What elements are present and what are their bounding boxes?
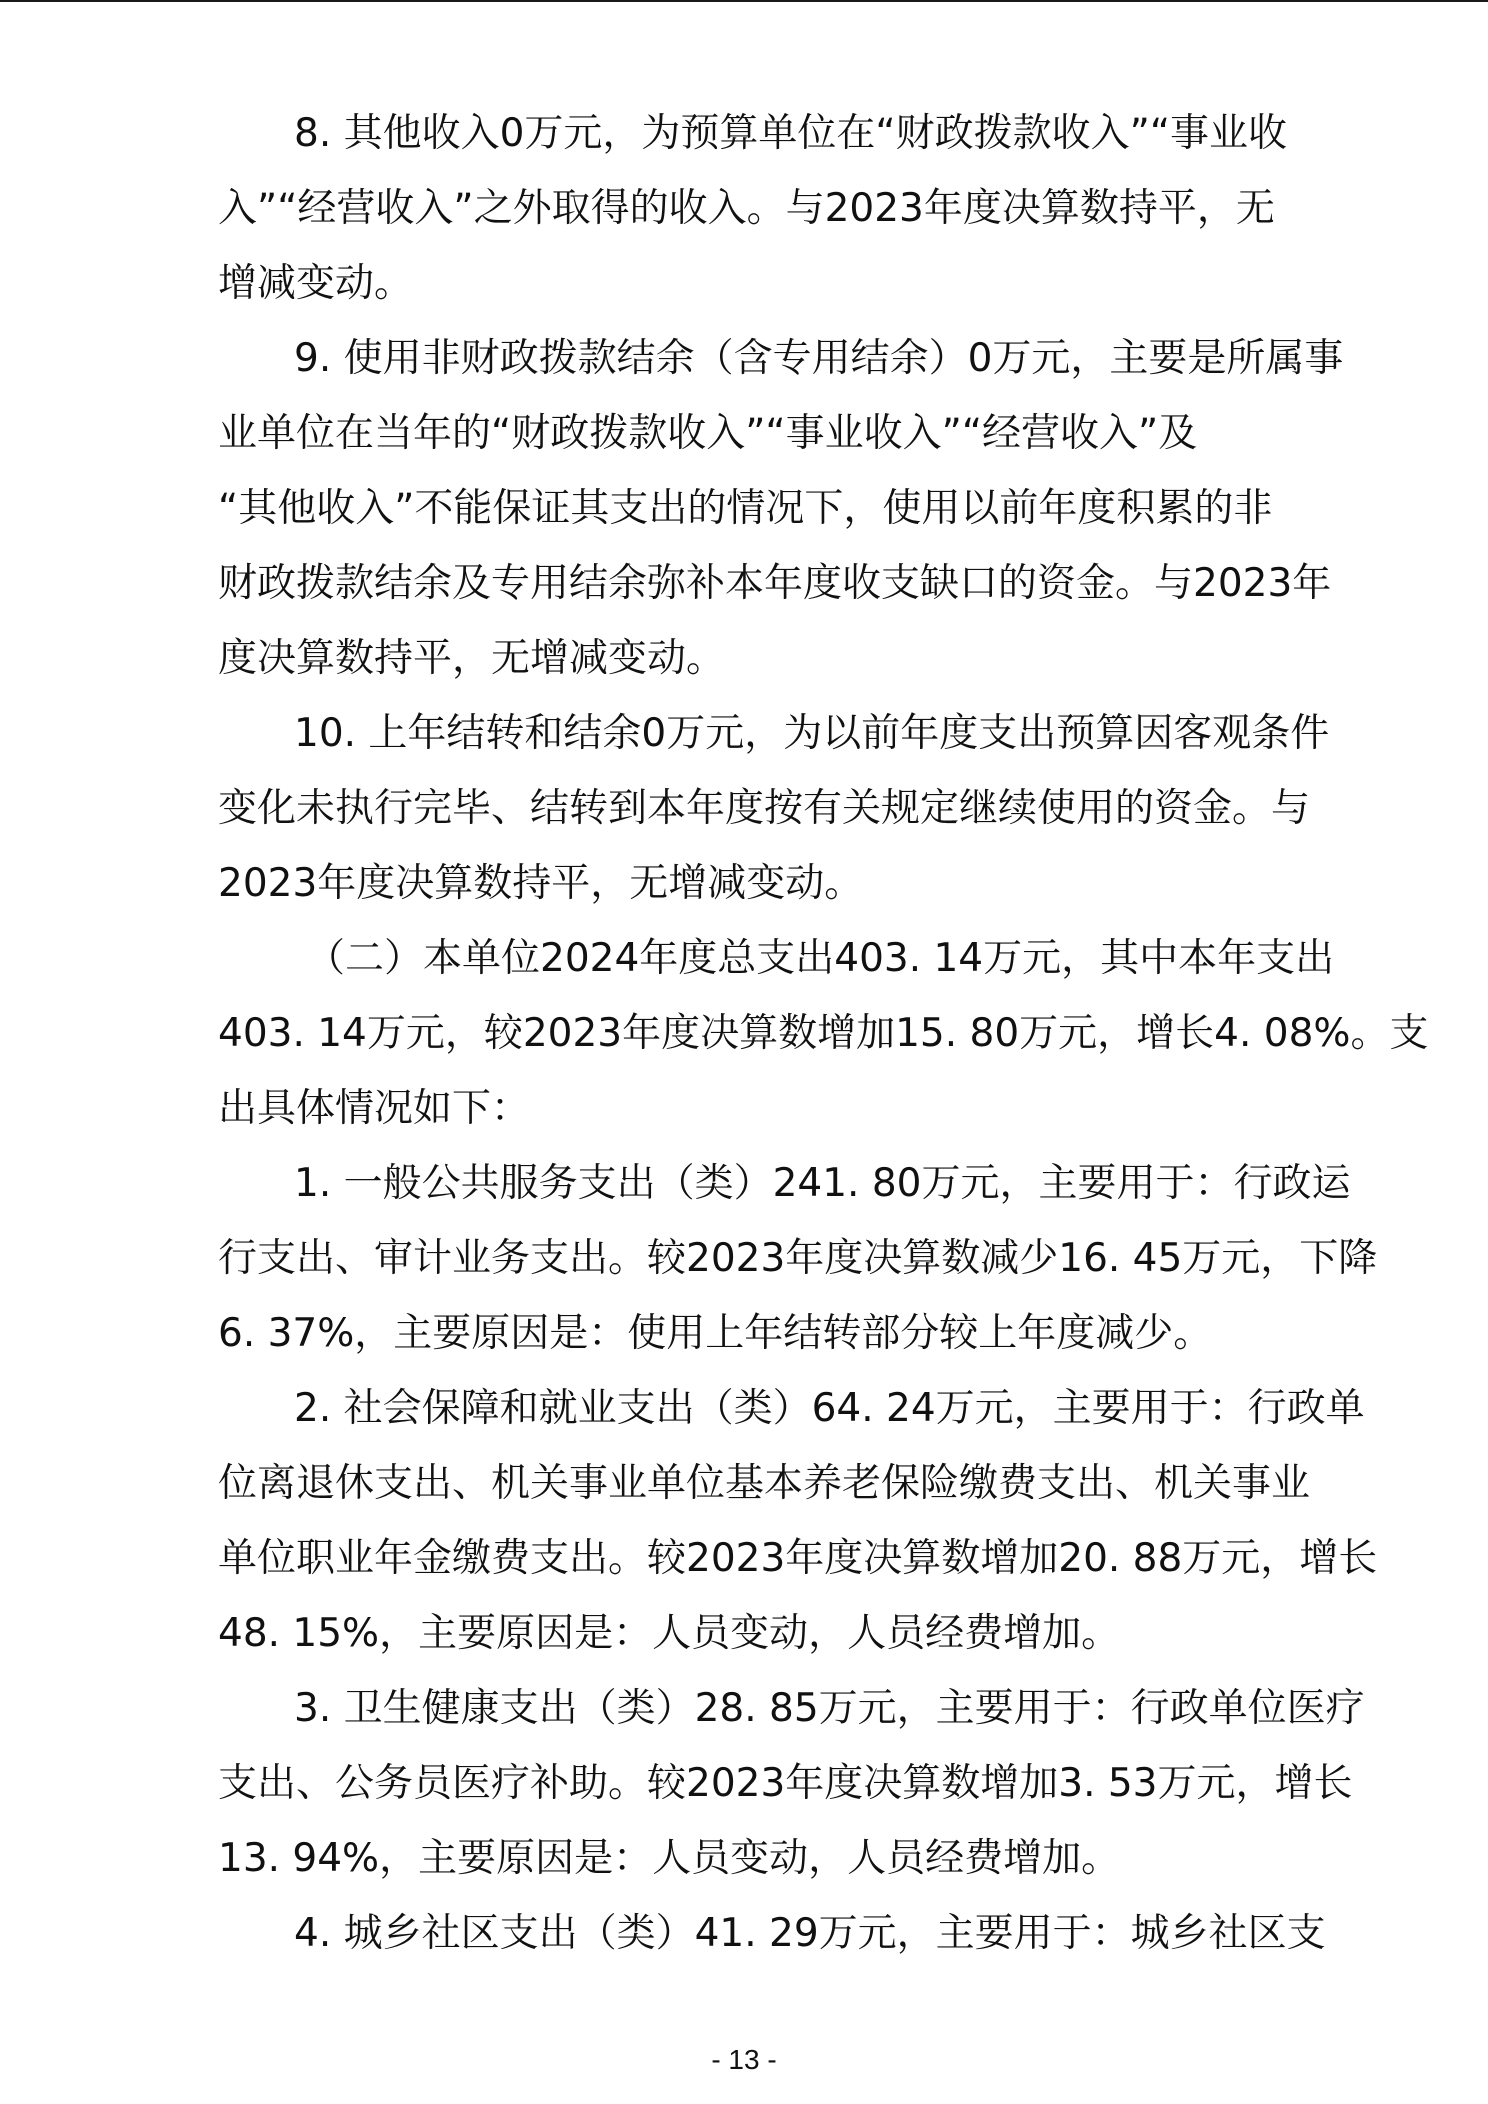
paragraph-line: 8. 其他收入0万元，为预算单位在“财政拨款收入”“事业收	[294, 111, 1288, 156]
paragraph-line: 9. 使用非财政拨款结余（含专用结余）0万元，主要是所属事	[294, 336, 1344, 381]
paragraph-line: 48. 15%，主要原因是：人员变动，人员经费增加。	[218, 1611, 1121, 1656]
paragraph-line: “其他收入”不能保证其支出的情况下，使用以前年度积累的非	[218, 486, 1273, 531]
paragraph-line: 度决算数持平，无增减变动。	[218, 636, 726, 681]
paragraph-line: 13. 94%，主要原因是：人员变动，人员经费增加。	[218, 1836, 1121, 1881]
paragraph-line: 入”“经营收入”之外取得的收入。与2023年度决算数持平，无	[218, 186, 1275, 231]
paragraph-line: 位离退休支出、机关事业单位基本养老保险缴费支出、机关事业	[218, 1461, 1311, 1506]
paragraph-line: 财政拨款结余及专用结余弥补本年度收支缺口的资金。与2023年	[218, 561, 1332, 606]
page-number: - 13 -	[711, 2044, 777, 2075]
document-body	[218, 96, 1429, 1971]
paragraph-line: 6. 37%，主要原因是：使用上年结转部分较上年度减少。	[218, 1311, 1213, 1356]
paragraph-line: 变化未执行完毕、结转到本年度按有关规定继续使用的资金。与	[218, 786, 1311, 831]
paragraph-line: 3. 卫生健康支出（类）28. 85万元，主要用于：行政单位医疗	[294, 1686, 1365, 1731]
top-border-rule	[0, 0, 1488, 2]
paragraph-line: 1. 一般公共服务支出（类）241. 80万元，主要用于：行政运	[294, 1161, 1351, 1206]
paragraph-line: 出具体情况如下：	[218, 1086, 531, 1131]
paragraph-line: 支出、公务员医疗补助。较2023年度决算数增加3. 53万元，增长	[218, 1761, 1353, 1806]
paragraph-line: 单位职业年金缴费支出。较2023年度决算数增加20. 88万元，增长	[218, 1536, 1378, 1581]
paragraph-line: 403. 14万元，较2023年度决算数增加15. 80万元，增长4. 08%。支	[218, 1011, 1429, 1056]
paragraph-line: 增减变动。	[218, 261, 414, 306]
paragraph-line: 2023年度决算数持平，无增减变动。	[218, 861, 864, 906]
section-heading-line: （二）本单位2024年度总支出403. 14万元，其中本年支出	[306, 936, 1335, 981]
paragraph-line: 10. 上年结转和结余0万元，为以前年度支出预算因客观条件	[294, 711, 1330, 756]
paragraph-line: 4. 城乡社区支出（类）41. 29万元，主要用于：城乡社区支	[294, 1911, 1326, 1956]
paragraph-line: 行支出、审计业务支出。较2023年度决算数减少16. 45万元，下降	[218, 1236, 1378, 1281]
paragraph-line: 2. 社会保障和就业支出（类）64. 24万元，主要用于：行政单	[294, 1386, 1365, 1431]
paragraph-line: 业单位在当年的“财政拨款收入”“事业收入”“经营收入”及	[218, 411, 1198, 456]
